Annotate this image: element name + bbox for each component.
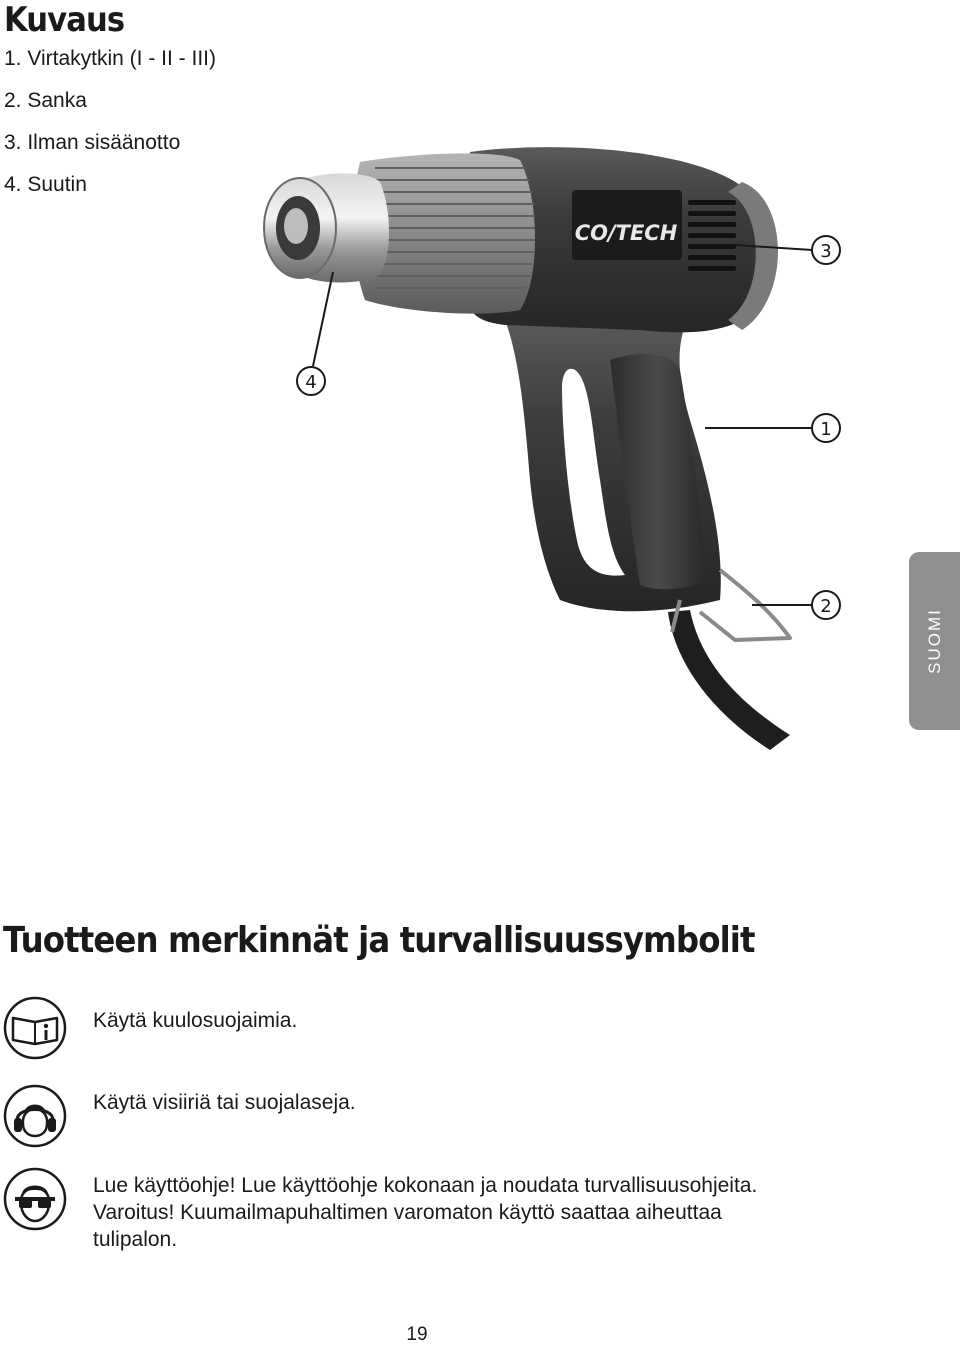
symbols-heading: Tuotteen merkinnät ja turvallisuussymbolit [3,920,755,961]
svg-text:2: 2 [820,596,832,617]
section-title: Kuvaus [4,0,125,40]
power-cord [668,610,790,750]
safety-glasses-icon [3,1167,67,1231]
symbol-text-line: Lue käyttöohje! Lue käyttöohje kokonaan ja noudata turvallisuusohjeita. [93,1174,758,1197]
language-tab [909,552,960,730]
svg-text:3: 3 [820,241,832,262]
ear-protection-icon [3,1084,67,1148]
symbol-text-line: Varoitus! Kuumailmapuhaltimen varomaton käyttö saattaa aiheuttaa [93,1201,722,1224]
language-tab-label: SUOMI [924,608,944,674]
part-item: 3. Ilman sisäänotto [4,131,181,154]
symbol-text: Käytä kuulosuojaimia. [93,1009,298,1032]
part-item: 4. Suutin [4,173,87,196]
svg-text:4: 4 [305,372,317,393]
leader-4 [313,272,333,366]
symbol-text: Käytä visiiriä tai suojalaseja. [93,1091,356,1114]
svg-text:1: 1 [820,419,832,440]
callout-2 [812,591,840,619]
page-number: 19 [406,1324,428,1345]
callout-3 [812,236,840,264]
heat-gun-illustration [0,130,900,750]
callout-4 [297,367,325,395]
manual-info-icon [3,996,67,1060]
brand-logo: CO/TECH [574,221,678,245]
part-item: 2. Sanka [4,89,87,112]
part-item: 1. Virtakytkin (I - II - III) [4,47,216,70]
symbol-text [93,1172,933,1253]
callout-1 [812,414,840,442]
symbol-text-line: tulipalon. [93,1228,178,1251]
